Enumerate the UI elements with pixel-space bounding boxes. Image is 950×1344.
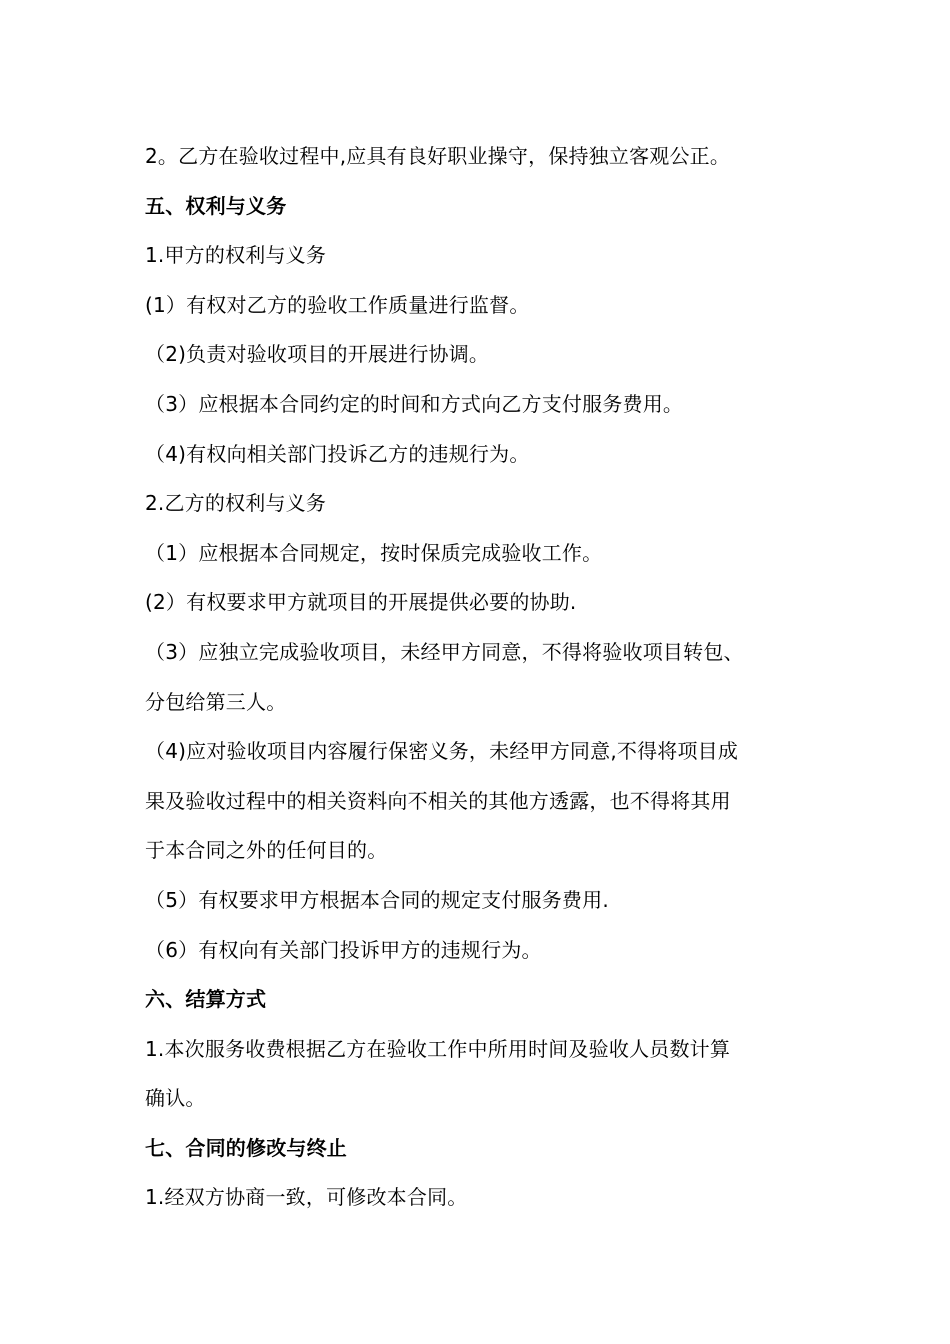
paragraph-line: 1.本次服务收费根据乙方在验收工作中所用时间及验收人员数计算 [145,1036,731,1061]
paragraph-line: （4)应对验收项目内容履行保密义务，未经甲方同意,不得将项目成 [145,739,739,764]
section-heading: 五、权利与义务 [145,193,287,218]
paragraph-line: (1）有权对乙方的验收工作质量进行监督。 [145,292,530,317]
paragraph-line: （1）应根据本合同规定，按时保质完成验收工作。 [145,540,603,565]
section-heading: 七、合同的修改与终止 [145,1135,347,1160]
paragraph-line: （5）有权要求甲方根据本合同的规定支付服务费用. [145,887,609,912]
section-heading: 六、结算方式 [145,987,267,1012]
paragraph-line: （2)负责对验收项目的开展进行协调。 [145,342,490,367]
paragraph-line: 分包给第三人。 [145,689,287,714]
paragraph-line: 确认。 [145,1086,206,1111]
paragraph-line: 2.乙方的权利与义务 [145,491,327,516]
paragraph-line: （6）有权向有关部门投诉甲方的违规行为。 [145,937,542,962]
paragraph-line: 1.甲方的权利与义务 [145,243,327,268]
paragraph-line: 2。乙方在验收过程中,应具有良好职业操守，保持独立客观公正。 [145,144,731,168]
paragraph-line: 1.经双方协商一致，可修改本合同。 [145,1185,468,1210]
paragraph-line: 于本合同之外的任何目的。 [145,838,388,863]
paragraph-line: 果及验收过程中的相关资料向不相关的其他方透露，也不得将其用 [145,788,731,813]
paragraph-line: （4)有权向相关部门投诉乙方的违规行为。 [145,441,530,466]
paragraph-line: （3）应根据本合同约定的时间和方式向乙方支付服务费用。 [145,391,684,416]
paragraph-line: （3）应独立完成验收项目，未经甲方同意，不得将验收项目转包、 [145,639,744,664]
paragraph-line: (2）有权要求甲方就项目的开展提供必要的协助. [145,590,577,615]
